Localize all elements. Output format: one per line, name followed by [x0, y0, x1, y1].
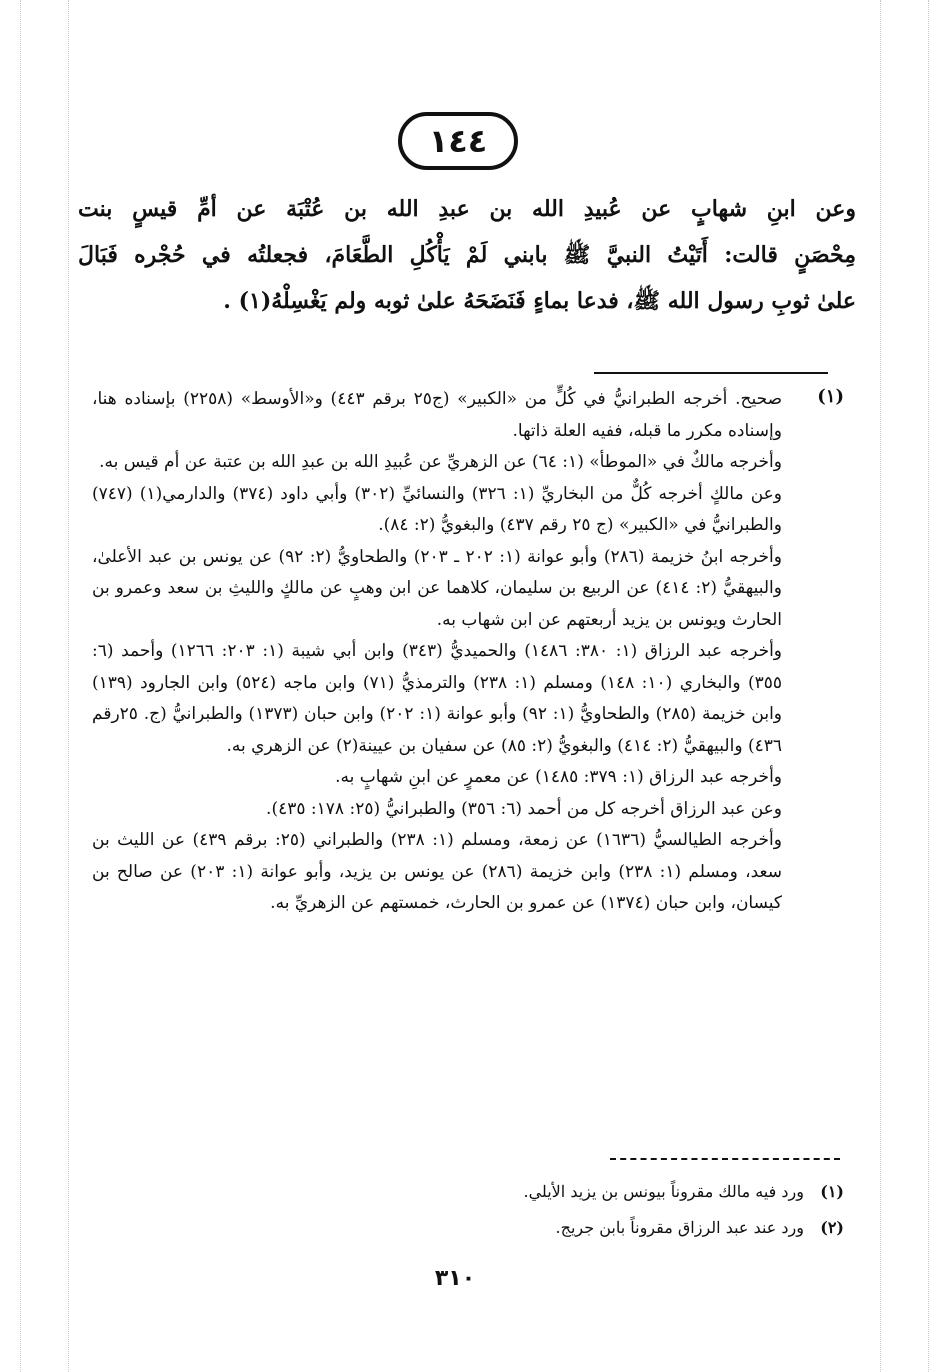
takhrij-paragraph: وأخرجه الطيالسيُّ (١٦٣٦) عن زمعة، ومسلم (١: ٢٣٨) والطبراني (٢٥: برقم ٤٣٩) عن الليث بن سعد، ومسلم (١: ٢٣٨) وابن خزيمة (٢٨٦) عن يونس بن يزيد، وأبو عوانة (١: ٢٠٣) عن صالح بن كيسان، وابن حبان (١٣٧٤) عن عمرو بن الحارث، خمستهم عن الزهريِّ به.: [92, 830, 782, 913]
takhrij-notes: [92, 384, 782, 920]
takhrij-paragraph: وأخرجه مالكٌ في «الموطأ» (١: ٦٤) عن الزهريِّ عن عُبيدِ الله بن عبدِ الله بن عتبة عن أم قيس به.: [99, 452, 782, 472]
hadith-number: ١٤٤: [428, 122, 488, 160]
footnote-list: [450, 1174, 844, 1246]
hadith-number-badge: [398, 112, 518, 170]
grid-line: [928, 0, 929, 1372]
takhrij-paragraph: وأخرجه عبد الرزاق (١: ٣٧٩: ١٤٨٥) عن معمرٍ عن ابنِ شهابٍ به.: [335, 767, 782, 787]
takhrij-paragraph: وعن عبد الرزاق أخرجه كل من أحمد (٦: ٣٥٦) والطبرانيُّ (٢٥: ١٧٨: ٤٣٥).: [266, 798, 782, 819]
footnote-text: ورد فيه مالك مقروناً بيونس بن يزيد الأيلي.: [523, 1182, 804, 1201]
takhrij-paragraph: وأخرجه ابنُ خزيمة (٢٨٦) وأبو عوانة (١: ٢٠٢ ـ ٢٠٣) والطحاويُّ (٢: ٩٢) عن يونس بن عبد الأعلىٰ، والبيهقيُّ (٢: ٤١٤) عن الربيع بن سليمان، كلاهما عن ابن وهبٍ عن مالكٍ والليثِ بن سعد وعمرو بن الحارث ويونس بن يزيد أربعتهم عن ابن شهاب به.: [92, 546, 782, 630]
takhrij-marker: (١): [817, 386, 844, 407]
footnote-number: (٢): [820, 1218, 844, 1237]
takhrij-paragraph: صحيح. أخرجه الطبرانيُّ في كُلٍّ من «الكبير» (ج٢٥ برقم ٤٤٣) و«الأوسط» (٢٢٥٨) بإسناده هنا، وإسناده مكرر ما قبله، ففيه العلة ذاتها.: [92, 389, 783, 441]
grid-line: [20, 0, 21, 1372]
page-number: ٣١٠: [434, 1266, 476, 1291]
grid-line: [880, 0, 881, 1372]
hadith-line: مِحْصَنٍ قالت: أَتَيْتُ النبيَّ ﷺ بابني لَمْ يَأْكُلِ الطَّعَامَ، فجعلتُه في حُجْره فَبَالَ: [78, 242, 856, 268]
footnote-item: [450, 1210, 844, 1246]
takhrij-paragraph: وأخرجه عبد الرزاق (١: ٣٨٠: ١٤٨٦) والحميديُّ (٣٤٣) وابن أبي شيبة (١: ٢٠٣: ١٢٦٦) وأحمد (٦: ٣٥٥) والبخاري (١٠: ١٤٨) ومسلم (١: ٢٣٨) والترمذيُّ (٧١) وابن ماجه (٥٢٤) وابن الجارود (١٣٩) وابن خزيمة (٢٨٥) والطحاويُّ (١: ٩٢) وأبو عوانة (١: ٢٠٢) وابن حبان (١٣٧٣) والطبرانيُّ (ج. ٢٥رقم ٤٣٦) والبيهقيُّ (٢: ٤١٤) والبغويُّ (٢: ٨٥) عن سفيان بن عيينة(٢) عن الزهري به.: [92, 641, 783, 756]
footnote-item: [450, 1174, 844, 1210]
footnote-number: (١): [820, 1182, 844, 1201]
grid-line: [68, 0, 69, 1372]
hadith-text: [78, 186, 856, 324]
hadith-line: وعن ابنِ شهابٍ عن عُبيدِ الله بن عبدِ الله بن عُتْبَة عن أمِّ قيسٍ بنت: [78, 196, 856, 222]
hadith-line: علىٰ ثوبِ رسول الله ﷺ، فدعا بماءٍ فَنَضَحَهُ علىٰ ثوبه ولم يَغْسِلْهُ(١) .: [223, 288, 856, 314]
footnote-text: ورد عند عبد الرزاق مقروناً بابن جريج.: [555, 1218, 804, 1237]
footnote-separator: [594, 372, 828, 374]
footnote-dashed-separator: [610, 1158, 840, 1160]
takhrij-paragraph: وعن مالكٍ أخرجه كُلٌّ من البخاريِّ (١: ٣٢٦) والنسائيِّ (٣٠٢) وأبي داود (٣٧٤) والدارمي(١) (٧٤٧) والطبرانيُّ في «الكبير» (ج ٢٥ رقم ٤٣٧) والبغويُّ (٢: ٨٤).: [92, 483, 783, 535]
